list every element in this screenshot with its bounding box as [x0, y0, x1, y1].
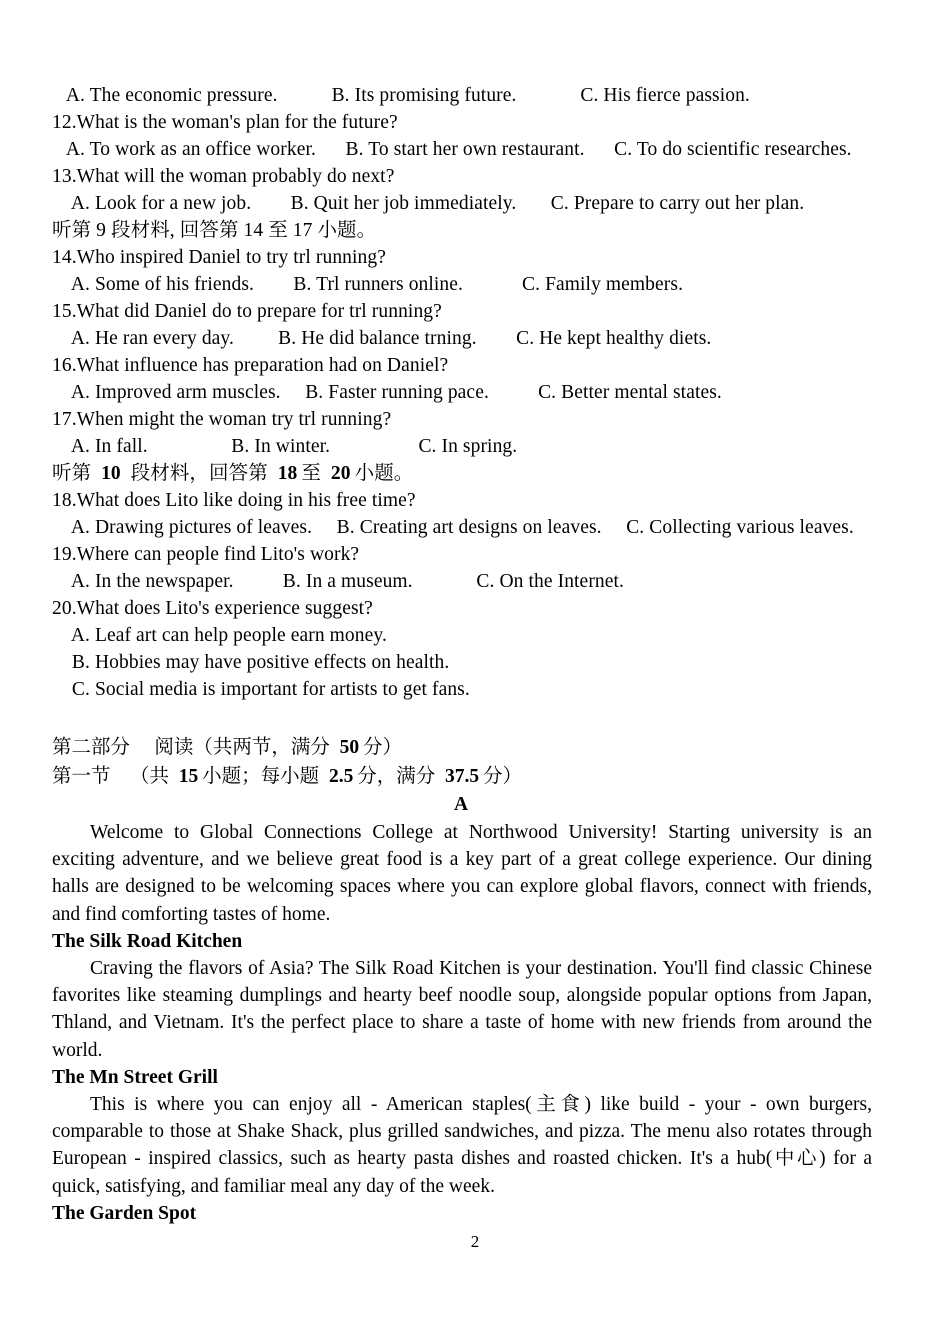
part-two-total-score: 50 [339, 737, 360, 758]
question-11-options: A. The economic pressure. B. Its promising future. C. His fierce passion. [52, 85, 750, 106]
question-14-options: A. Some of his friends. B. Trl runners online. C. Family members. [52, 274, 684, 295]
question-18-options: A. Drawing pictures of leaves. B. Creating art designs on leaves. C. Collecting various leaves. [52, 517, 854, 538]
question-16-stem: 16.What influence has preparation had on Daniel? [52, 355, 449, 376]
question-12-stem: 12.What is the woman's plan for the future? [52, 112, 398, 133]
question-13-stem: 13.What will the woman probably do next? [52, 166, 395, 187]
part-two-heading [52, 733, 872, 762]
section-one-suffix: 分） [483, 766, 523, 787]
direction-10-start-number: 18 [277, 463, 298, 484]
section-one-per-question-score: 2.5 [328, 766, 354, 787]
direction-10-zhi: 至 [301, 463, 322, 484]
section-one-total-score: 37.5 [444, 766, 480, 787]
question-20-option-c: C. Social media is important for artists to get fans. [52, 679, 470, 700]
question-20-stem: 20.What does Lito's experience suggest? [52, 598, 373, 619]
question-12-options: A. To work as an office worker. B. To start her own restaurant. C. To do scientific researches. [52, 139, 852, 160]
section-one-prefix: 第一节 （共 [52, 766, 170, 787]
section-one-question-count: 15 [178, 766, 199, 787]
question-17-options: A. In fall. B. In winter. C. In spring. [52, 436, 518, 457]
section-spacer [52, 703, 872, 733]
passage-a-section-2-heading: The Mn Street Grill [52, 1066, 218, 1088]
question-19-options: A. In the newspaper. B. In a museum. C. On the Internet. [52, 571, 625, 592]
question-20-option-a: A. Leaf art can help people earn money. [52, 625, 387, 646]
direction-10-end-number: 20 [330, 463, 351, 484]
direction-10-middle: 段材料，回答第 [130, 463, 268, 484]
page-content [52, 82, 872, 1227]
question-19-stem: 19.Where can people find Lito's work? [52, 544, 360, 565]
passage-a-label: A [453, 794, 469, 815]
direction-10-prefix: 听第 [52, 463, 92, 484]
section-one-middle-1: 小题；每小题 [202, 766, 320, 787]
question-15-stem: 15.What did Daniel do to prepare for trl running? [52, 301, 442, 322]
passage-a-section-3-heading: The Garden Spot [52, 1202, 197, 1224]
part-two-suffix: 分） [363, 737, 403, 758]
question-17-stem: 17.When might the woman try trl running? [52, 409, 392, 430]
passage-a-section-1-paragraph: Craving the flavors of Asia? The Silk Road Kitchen is your destination. You'll find classic Chinese favorites like steaming dumplings and hearty beef noodle soup, alongside popular options from Japan, Thland, and Vietnam. It's the perfect place to share a taste of home with new friends from around the world. [52, 958, 872, 1061]
section-one-middle-2: 分，满分 [357, 766, 436, 787]
question-15-options: A. He ran every day. B. He did balance trning. C. He kept healthy diets. [52, 328, 712, 349]
question-18-stem: 18.What does Lito like doing in his free time? [52, 490, 416, 511]
direction-10-material-number: 10 [101, 463, 121, 484]
listening-direction-material-10 [52, 460, 872, 487]
passage-a-intro-paragraph: Welcome to Global Connections College at Northwood University! Starting university is an exciting adventure, and we believe great food is a key part of a great college experience. Our dining halls are designed to be welcoming spaces where you can explore global flavors, connect with friends, and find comforting tastes of home. [52, 822, 872, 925]
listening-direction-material-9: 听第 9 段材料, 回答第 14 至 17 小题。 [52, 220, 377, 241]
question-16-options: A. Improved arm muscles. B. Faster running pace. C. Better mental states. [52, 382, 722, 403]
passage-a-section-1-heading: The Silk Road Kitchen [52, 930, 243, 952]
question-13-options: A. Look for a new job. B. Quit her job immediately. C. Prepare to carry out her plan. [52, 193, 805, 214]
passage-a-section-2-paragraph: This is where you can enjoy all - American staples(主食) like build - your - own burgers, comparable to those at Shake Shack, plus grilled sandwiches, and pizza. The menu also rotates through European - inspired classics, such as hearty pasta dishes and roasted chicken. It's a hub(中心) for a quick, satisfying, and familiar meal any day of the week. [52, 1094, 872, 1197]
part-two-prefix: 第二部分 阅读（共两节，满分 [52, 737, 330, 758]
question-20-option-b: B. Hobbies may have positive effects on health. [52, 652, 450, 673]
direction-10-suffix: 小题。 [354, 463, 414, 484]
question-14-stem: 14.Who inspired Daniel to try trl running? [52, 247, 387, 268]
page-number: 2 [470, 1232, 480, 1251]
section-one-heading [52, 762, 872, 791]
